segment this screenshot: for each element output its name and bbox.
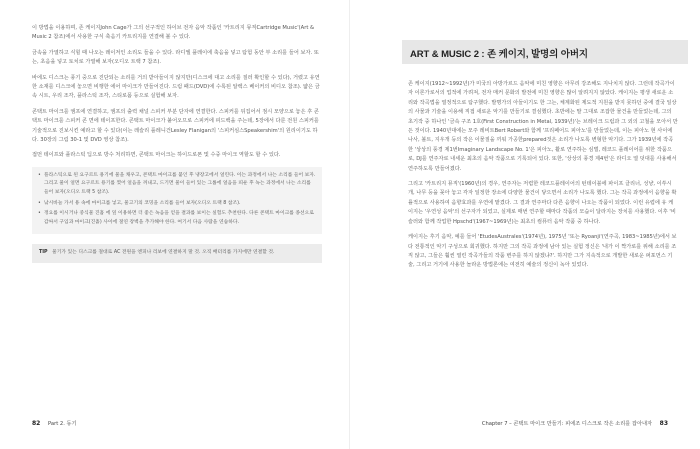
bullet-item: • 낚시바늘 가서 용 속에 마이크를 넣고, 물고기의 코밍을 소리를 들어 보자(오디오 트랙 8 참조). [38,200,316,209]
page-number: 83 [659,420,668,427]
body-paragraph: 바에도 디스크는 풍기 중으로 진단되는 소리를 거의 받아들이지 않지만(디스크에 대고 소리를 질러 확인할 수 있다), 거렸고 유연한 소재를 디스크에 놓으면 비행한 에어 마이크가 만들어진다. 드럼 패드(DVD)에 수록된 알렉스 베이커의 비디오 참조). 얇은 금속 시트, 우리 조각, 플라스틱 조각, 스티로폼 등으로 실험해 보자. [32,74,320,100]
body-paragraph: 금속을 가열하고 식힐 때 나오는 레이저인 소리도 들을 수 있다. 라디엘 플레이에 축음을 넣고 탐험 동안 부 소리를 들어 보자. 또는, 초음을 넣고 토치로 가열해 보자(오디오 트랙 7 참조). [32,49,319,66]
body-paragraph: 콘택트 마이크를 앰프에 연결하고, 앰프의 출력 채널 스피커 부분 단자에 연결한다. 스피커를 뒤집어서 점시 모양으로 놓은 후 콘택트 마이크를 스피커 콘 면에 테이프한다. 콘택트 마이크가 붙어오므로 스피커에 피드백을 주는데, 5장에서 다룬 전원 스피커를 기술적으로 진보시킨 예라고 할 수 있다(이는 레슬리 플레니건Lesley Flanigan의 '스피커심스Speakershim'의 원리이기도 하다. 30장의 그림 30-1 및 DVD 영상 참조). [32,108,319,144]
left-page-body [32,24,322,263]
experiment-bullet-list [32,167,322,235]
tip-box [32,244,322,263]
tip-label: TIP [39,250,48,256]
left-page-footer [32,420,77,427]
bullet-item: • 정요를 이시거나 중식물 진흡 에 잎 이용하면 더 좋은 녹음을 얻을 결과를 보이는 실험도 추천한다. 다른 콘택트 마이크를 종선으로 감싸서 구입과 마이크(진흙) 사이에 절연 장벽을 추가해야 한다. 여기서 다음 사람을 연습하다. [38,210,316,227]
bullet-item: • 플라스틱으로 된 요구르트 용기에 물을 채우고, 콘택트 마이크를 붙인 후 냉장고에서 얼린다. 이는 과정에서 나는 소리를 들어 보자. 그리고 물이 얼면 요구르트 용기를 찢어 얼음을 꺼내고, 드기면 물이 들어 있는 그룹에 얼음을 띄운 후 녹는 과정에서 나는 소리를 들어 보자(오디오 트랙 5 참조). [38,172,316,198]
right-page-footer [482,420,668,427]
body-paragraph: 존 케이지(1912~1992년)가 미국의 아방가르드 음악에 미친 영향은 아무리 강조해도 지나치지 않다. 그런데 작곡가이자 이론가로서의 업적에 가려져, 전자 매커 문화의 발전에 미친 영향은 많이 알려지지 않았다. 케이지는 평생 새로운 소리와 작곡법을 열정적으로 탐구했다. 발명가의 아들이기도 한 그는, 체계화된 제도적 지원을 받지 못하던 중에 결국 일상의 사물과 기술을 이용해 직접 새로운 악기를 만들기로 결심했다. 초반에는 말 그대로 조잡한 물건을 만들었는데, 그의 초기작 중 하나인 '금속 구조 1호(First Construction in Metal, 1939년)'는 브레이크 드럼과 그 외의 고철을 모아서 만든 것이다. 1940년대에는 모주 레비트Bert Robert와 함께 '프리페어드 피아노'를 만들었는데, 이는 피아노 현 사이에 나사, 볼트, 지우개 등의 작은 이물질을 끼워 가공한prepared것은 소리가 나도록 변형한 악기다. 그가 1939년에 작곡한 '상상의 풍경 제1번Imaginary Landscape No. 1'은 피아노, 활로 연주하는 심벌, 레코드 플레이어를 위한 작품으로, DJ를 연주자로 내세운 최초의 음악 작품으로 기록되어 있다. 또한, '상상의 풍경 제4번'은 라디오 열 덧대를 사용해서 연주하도록 만들어졌다. [408,81,678,172]
body-paragraph: 이 방법을 이용하며, 존 케이지John Cage가 그의 선구적인 하이브 전자 음악 작품인 '카트리지 뮤직Cartridge Music'(Art & Music 2 참조)에서 사용한 구식 축음기 카트리지를 연결해 볼 수 있다. [32,25,315,41]
sidebar-title: ART & MUSIC 2 : 존 케이지, 발명의 아버지 [410,49,588,60]
running-footer: Chapter 7 – 콘택트 마이크 만들기: 피에조 디스크로 작은 소리를 잡아내자 [481,421,652,427]
page-number: 82 [32,420,41,427]
right-page [350,0,700,449]
body-paragraph: 케이지는 후기 음악, 예를 들어 'EtudesAustrales'(1974년), 1975년 '또는 Ryoanji'(연주곡, 1983~1985년)에서 보다 전통적인 악기 구성으로 회귀했다. 하지만 그의 작곡 과정에 남아 있는 실험 정신은 '내가 이 짝가로를 위해 소리를 조직 않고, 그들은 훨씬 열린 작곡가들의 작품 변주를 하지 않겠냐?'. 하지만 그가 지속적으로 개발한 새로운 퍼포먼스 기술, 그리고 거기에 사용한 놀라운 방법론에는 여전히 예술의 정신이 녹아 있었다. [408,234,677,269]
sidebar-header [402,40,688,64]
body-paragraph: 그리고 '카트리지 뮤직'(1960년)의 경우, 연주자는 저렴한 레코드플레이어의 턴테이블에 파이프 클리너, 성냥, 이쑤시개, 나무 등을 꽂아 놓고 각자 일정한 장소에 다양한 물건이 닿으면서 소리가 나도록 했다. 그는 작곡 과정에서 음향을 확률적으로 사용하여 음향효과를 우연에 맡겼다. 그 결과 연주마다 다른 음향이 나오는 작품이 되었다. 이런 유럽에 유 케이지는 '우연성 음악'의 선구자가 되었고, 실제로 매번 연주할 때마다 작품의 모습이 달라지는 장치를 사용했다. 이후 '비슬러와 함께 작업한 Hpschd'(1967~1969년)는 최초의 컴퓨터 음악 작품 중 하나다. [408,181,677,225]
body-paragraph: 접먼 테이프와 플라스틱 딥으로 방수 처리하면, 콘택트 마이크는 하이드로폰 및 수중 마이크 역할도 할 수 있다. [32,152,281,159]
right-page-body [408,80,678,277]
running-footer: Part 2. 동기 [48,421,77,427]
tip-text: 물기가 있는 디스크를 절대로 AC 전원을 엔피나 리보에 연결하지 말 것. 오직 배터리를 가지에만 연결할 것. [52,250,275,256]
